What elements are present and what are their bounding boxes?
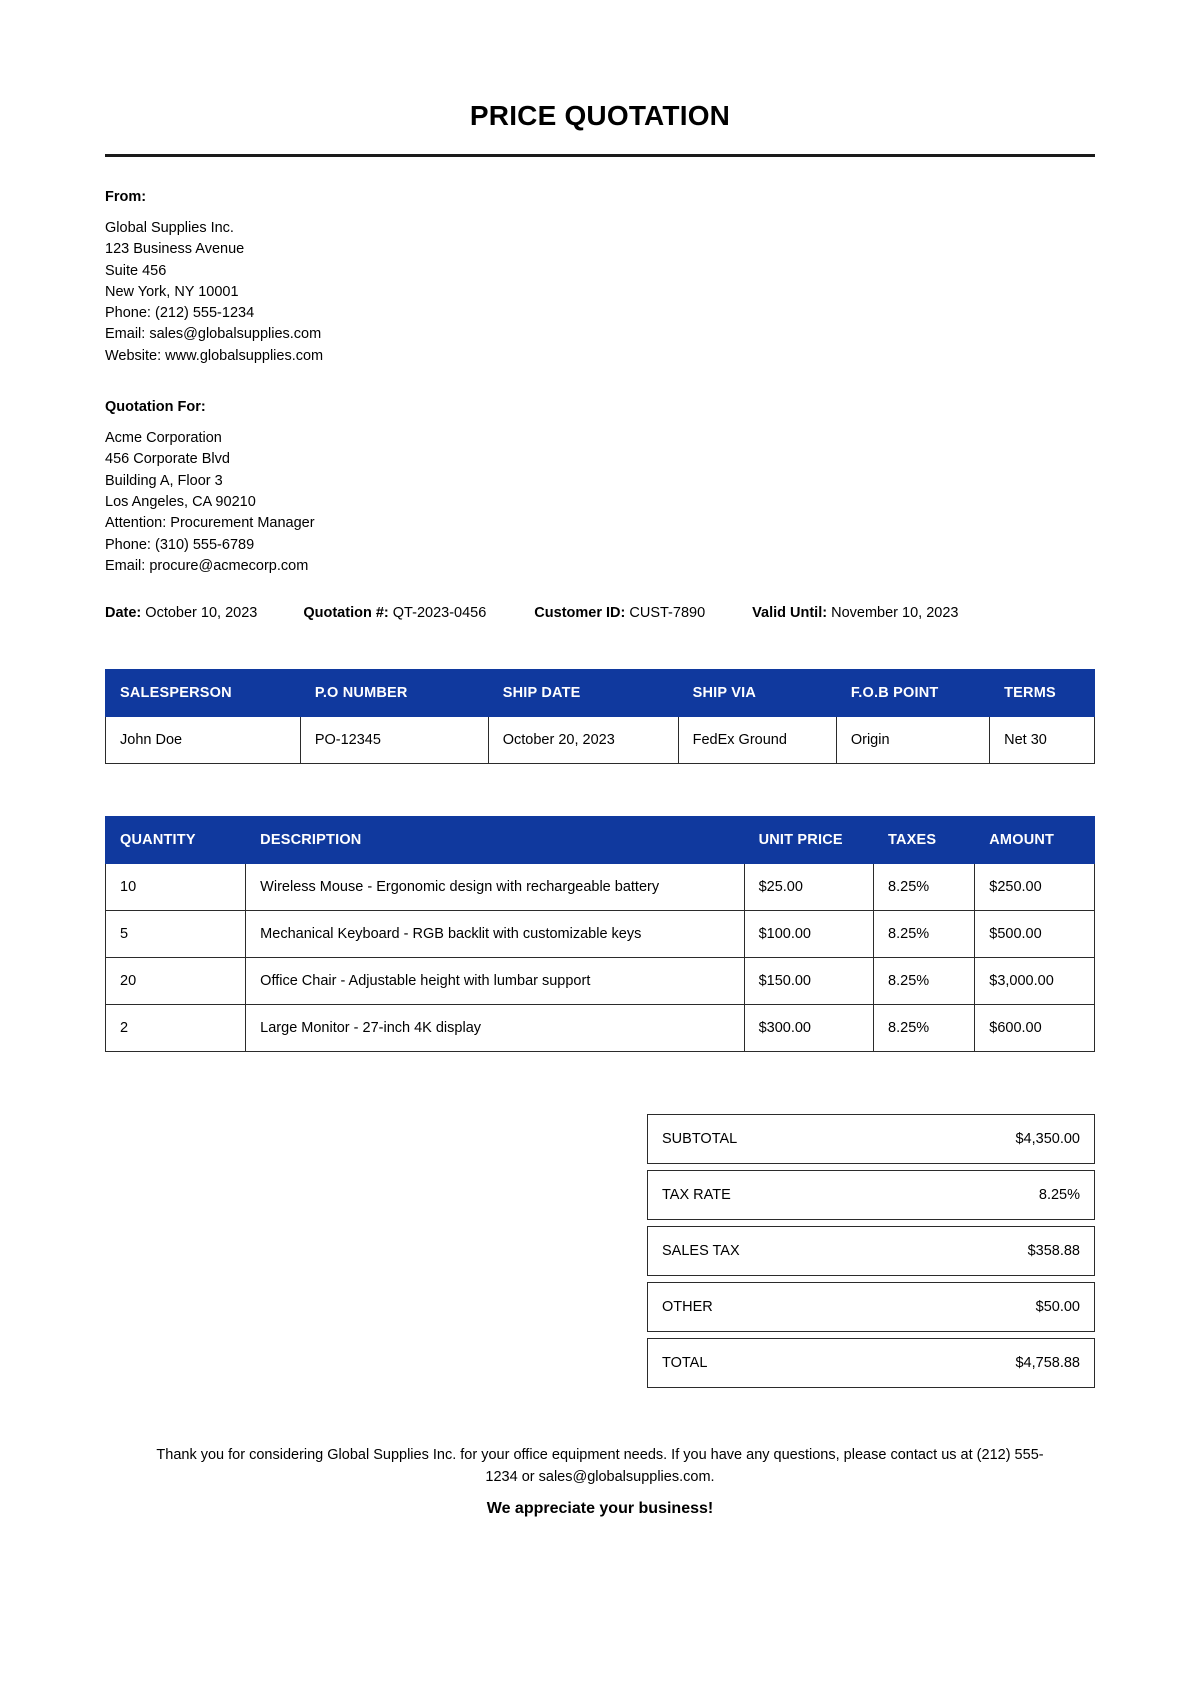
customer-line: 456 Corporate Blvd [105, 451, 230, 468]
title-divider [105, 154, 1095, 157]
totals-label: SALES TAX [662, 1243, 740, 1260]
meta-customer-id-label: Customer ID: [534, 605, 626, 622]
totals-row-total [647, 1338, 1095, 1388]
quotation-for-label: Quotation For: [105, 399, 206, 416]
items-header-description: DESCRIPTION [246, 817, 744, 864]
item-quantity: 5 [106, 911, 246, 958]
items-table-body [106, 864, 1095, 1052]
totals-value: 8.25% [1038, 1187, 1080, 1204]
shipping-cell-ship-date: October 20, 2023 [488, 717, 678, 764]
footer [105, 1444, 1095, 1520]
meta-date-value: October 10, 2023 [145, 605, 258, 622]
customer-phone: Phone: (310) 555-6789 [105, 536, 255, 553]
item-description: Wireless Mouse - Ergonomic design with rechargeable battery [246, 864, 744, 911]
table-row [106, 1005, 1095, 1052]
meta-quotation-number-label: Quotation #: [303, 605, 389, 622]
from-website: Website: www.globalsupplies.com [105, 347, 324, 364]
customer-address [105, 428, 1095, 577]
totals-row-sales-tax [647, 1226, 1095, 1276]
totals-section [647, 1114, 1095, 1388]
item-unit-price: $25.00 [744, 864, 873, 911]
customer-line: Building A, Floor 3 [105, 472, 223, 489]
item-unit-price: $150.00 [744, 958, 873, 1005]
table-row [106, 864, 1095, 911]
meta-quotation-number [303, 605, 486, 621]
item-description: Mechanical Keyboard - RGB backlit with customizable keys [246, 911, 744, 958]
meta-date [105, 605, 257, 621]
item-amount: $500.00 [975, 911, 1095, 958]
shipping-table-head [106, 670, 1095, 717]
item-unit-price: $300.00 [744, 1005, 873, 1052]
item-quantity: 10 [106, 864, 246, 911]
item-taxes: 8.25% [874, 958, 975, 1005]
meta-valid-until [752, 605, 958, 621]
shipping-header-ship-date: SHIP DATE [488, 670, 678, 717]
table-row [106, 717, 1095, 764]
totals-value: $50.00 [1035, 1299, 1080, 1316]
from-line: 123 Business Avenue [105, 241, 245, 258]
item-description: Large Monitor - 27-inch 4K display [246, 1005, 744, 1052]
totals-label: TOTAL [662, 1355, 708, 1372]
totals-label: SUBTOTAL [662, 1131, 738, 1148]
item-quantity: 20 [106, 958, 246, 1005]
totals-label: OTHER [662, 1299, 713, 1316]
from-line: Suite 456 [105, 262, 167, 279]
from-label: From: [105, 189, 147, 205]
items-header-amount: AMOUNT [975, 817, 1095, 864]
totals-value: $358.88 [1027, 1243, 1080, 1260]
items-header-taxes: TAXES [874, 817, 975, 864]
meta-valid-until-label: Valid Until: [752, 605, 828, 622]
customer-line: Acme Corporation [105, 430, 222, 447]
shipping-header-terms: TERMS [990, 670, 1095, 717]
quotation-meta [105, 605, 1095, 621]
from-phone: Phone: (212) 555-1234 [105, 305, 255, 322]
items-table-head [106, 817, 1095, 864]
shipping-table [105, 669, 1095, 764]
shipping-cell-salesperson: John Doe [106, 717, 301, 764]
totals-value: $4,350.00 [1015, 1131, 1080, 1148]
table-row [106, 958, 1095, 1005]
meta-date-label: Date: [105, 605, 142, 622]
footer-thanks-text: Thank you for considering Global Supplies Inc. for your office equipment needs. If you have any questions, please contact us at (212) 555-1234 or sales@globalsupplies.com. [156, 1447, 1044, 1486]
shipping-table-body [106, 717, 1095, 764]
item-taxes: 8.25% [874, 1005, 975, 1052]
item-taxes: 8.25% [874, 864, 975, 911]
shipping-header-row [106, 670, 1095, 717]
table-row [106, 911, 1095, 958]
meta-customer-id [534, 605, 705, 621]
customer-line: Los Angeles, CA 90210 [105, 493, 256, 510]
item-unit-price: $100.00 [744, 911, 873, 958]
item-description: Office Chair - Adjustable height with lumbar support [246, 958, 744, 1005]
meta-customer-id-value: CUST-7890 [629, 605, 706, 622]
shipping-cell-ship-via: FedEx Ground [678, 717, 836, 764]
totals-row-subtotal [647, 1114, 1095, 1164]
line-items-table [105, 816, 1095, 1052]
from-address [105, 218, 1095, 367]
totals-row-tax-rate [647, 1170, 1095, 1220]
items-header-quantity: QUANTITY [106, 817, 246, 864]
footer-closing-text: We appreciate your business! [486, 1500, 714, 1518]
totals-row-other [647, 1282, 1095, 1332]
page-title: PRICE QUOTATION [469, 100, 731, 131]
from-line: New York, NY 10001 [105, 283, 239, 300]
items-header-row [106, 817, 1095, 864]
shipping-header-ship-via: SHIP VIA [678, 670, 836, 717]
items-header-unit-price: UNIT PRICE [744, 817, 873, 864]
shipping-header-salesperson: SALESPERSON [106, 670, 301, 717]
shipping-cell-fob-point: Origin [836, 717, 989, 764]
item-taxes: 8.25% [874, 911, 975, 958]
customer-email: Email: procure@acmecorp.com [105, 557, 309, 574]
totals-label: TAX RATE [662, 1187, 731, 1204]
item-amount: $250.00 [975, 864, 1095, 911]
shipping-header-fob-point: F.O.B POINT [836, 670, 989, 717]
shipping-cell-po-number: PO-12345 [300, 717, 488, 764]
shipping-cell-terms: Net 30 [990, 717, 1095, 764]
meta-valid-until-value: November 10, 2023 [831, 605, 959, 622]
customer-attention: Attention: Procurement Manager [105, 515, 315, 532]
meta-quotation-number-value: QT-2023-0456 [392, 605, 487, 622]
from-email: Email: sales@globalsupplies.com [105, 326, 322, 343]
totals-value: $4,758.88 [1015, 1355, 1080, 1372]
item-quantity: 2 [106, 1005, 246, 1052]
from-line: Global Supplies Inc. [105, 220, 234, 236]
shipping-header-po-number: P.O NUMBER [300, 670, 488, 717]
item-amount: $600.00 [975, 1005, 1095, 1052]
item-amount: $3,000.00 [975, 958, 1095, 1005]
